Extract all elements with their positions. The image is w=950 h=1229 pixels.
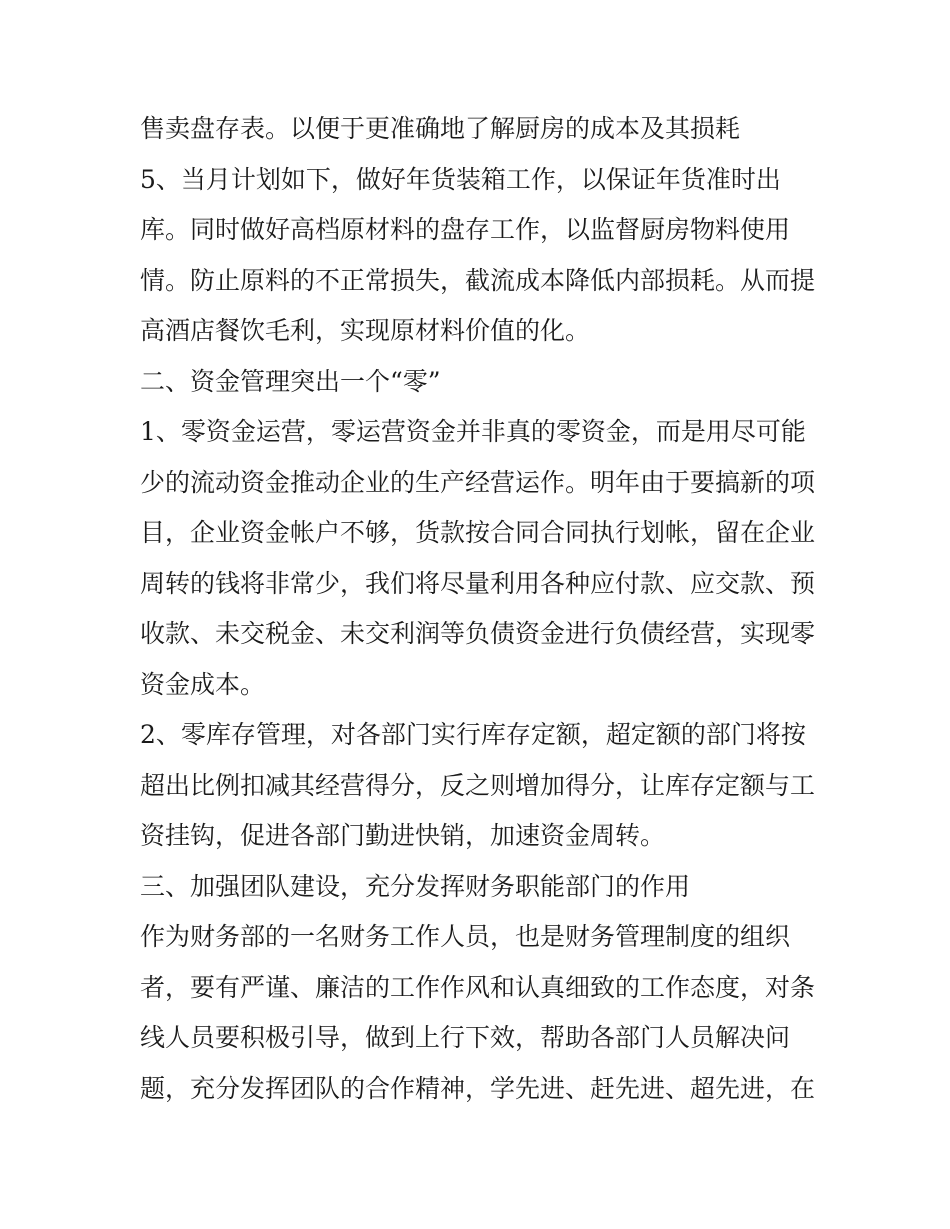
text-line-4: 情。防止原料的不正常损失，截流成本降低内部损耗。从而提 [140, 265, 816, 295]
text-line-8: 少的流动资金推动企业的生产经营运作。明年由于要搞新的项 [140, 467, 816, 497]
text-line-3: 库。同时做好高档原材料的盘存工作，以监督厨房物料使用 [140, 215, 791, 244]
text-line-15: 资挂钩，促进各部门勤进快销，加速资金周转。 [140, 821, 666, 850]
text-line-10: 周转的钱将非常少，我们将尽量利用各种应付款、应交款、预 [140, 568, 816, 598]
text-line-7: 1、零资金运营，零运营资金并非真的零资金，而是用尽可能 [140, 417, 806, 446]
text-line-17: 作为财务部的一名财务工作人员，也是财务管理制度的组织 [140, 922, 791, 951]
text-line-2: 5、当月计划如下，做好年货装箱工作，以保证年货准时出 [140, 164, 781, 194]
text-line-18: 者，要有严谨、廉洁的工作作风和认真细致的工作态度，对条 [140, 972, 816, 1002]
text-line-19: 线人员要积极引导，做到上行下效，帮助各部门人员解决问 [140, 1023, 791, 1052]
text-line-20: 题，充分发挥团队的合作精神，学先进、赶先进、超先进，在 [140, 1073, 816, 1103]
body-text [140, 104, 830, 1114]
text-line-9: 目，企业资金帐户不够，货款按合同合同执行划帐，留在企业 [140, 518, 816, 547]
text-line-1: 售卖盘存表。以便于更准确地了解厨房的成本及其损耗 [140, 114, 741, 143]
text-line-11: 收款、未交税金、未交利润等负债资金进行负债经营，实现零 [140, 619, 816, 648]
section-heading-2: 二、资金管理突出一个“零” [140, 366, 441, 396]
section-heading-3: 三、加强团队建设，充分发挥财务职能部门的作用 [140, 871, 691, 901]
text-line-14: 超出比例扣减其经营得分，反之则增加得分，让库存定额与工 [140, 770, 816, 800]
text-line-12: 资金成本。 [140, 669, 266, 699]
text-line-5: 高酒店餐饮毛利，实现原材料价值的化。 [140, 316, 591, 345]
text-line-13: 2、零库存管理，对各部门实行库存定额，超定额的部门将按 [140, 720, 806, 749]
